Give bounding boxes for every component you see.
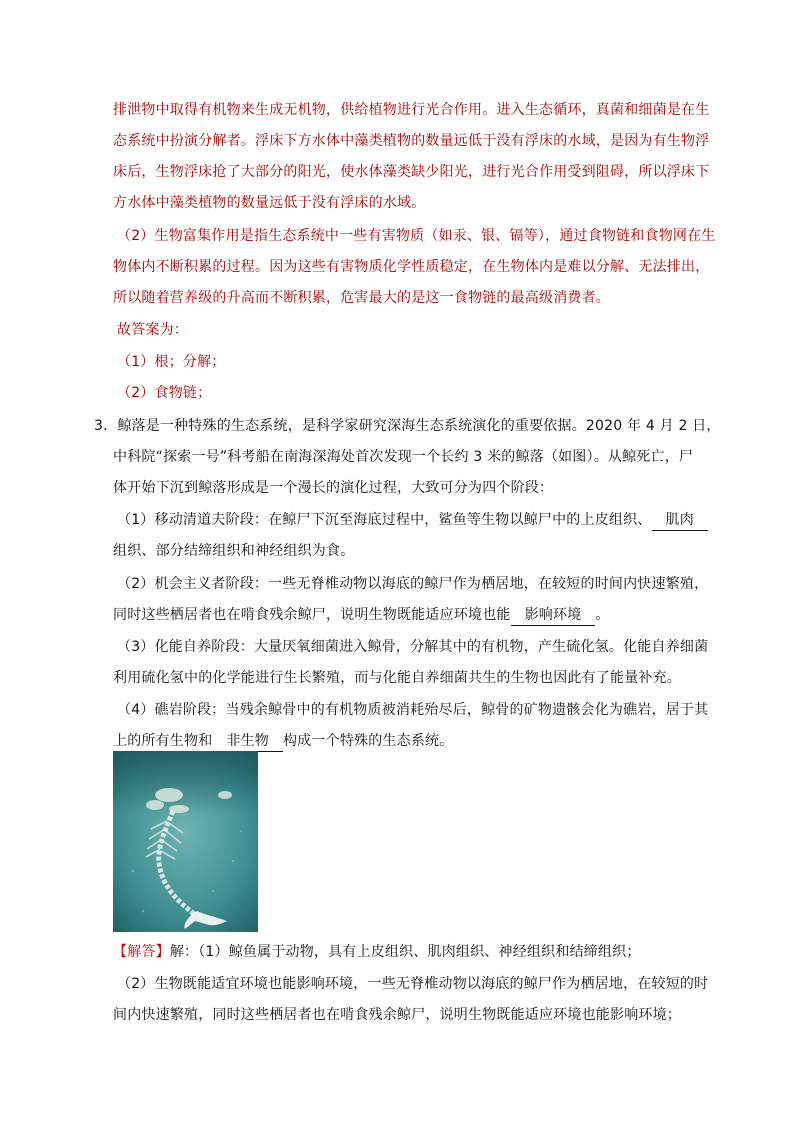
stage-2-end: 。 bbox=[595, 607, 610, 623]
analysis-line-2: 态系统中扮演分解者。浮床下方水体中藻类植物的数量远低于没有浮床的水域，是因为有生物浮 bbox=[113, 133, 710, 149]
answer-1: （1）根；分解； bbox=[117, 354, 226, 370]
question-3 bbox=[94, 416, 721, 436]
analysis-part2-line-1: （2）生物富集作用是指生态系统中一些有害物质（如汞、银、镉等），通过食物链和食物网在生 bbox=[117, 228, 716, 244]
whale-fall-skeleton-photo bbox=[113, 751, 258, 932]
stage-4-text: 上的所有生物和 bbox=[113, 733, 213, 749]
stage-2-blank: 影响环境 bbox=[511, 605, 596, 626]
stage-3-line-2: 利用硫化氢中的化学能进行生长繁殖，而与化能自养细菌共生的生物也因此有了能量补充。 bbox=[113, 670, 681, 686]
stage-2-line-2 bbox=[113, 605, 610, 626]
solution-line-3: 间内快速繁殖，同时这些栖居者也在啃食残余鲸尸，说明生物既能适应环境也能影响环境； bbox=[113, 1007, 681, 1023]
analysis-line-3: 床后，生物浮床抢了大部分的阳光，使水体藻类缺少阳光，进行光合作用受到阻碍，所以浮床下 bbox=[113, 164, 710, 180]
answer-title: 故答案为： bbox=[117, 322, 188, 338]
stage-4-line-1: （4）礁岩阶段：当残余鲸骨中的有机物质被消耗殆尽后，鲸骨的矿物遗骸会化为礁岩，居于其 bbox=[117, 702, 709, 718]
solution-line-1 bbox=[113, 942, 641, 962]
solution-text-1: 解：（1）鲸鱼属于动物，具有上皮组织、肌肉组织、神经组织和结缔组织； bbox=[169, 944, 641, 960]
stage-3-line-1: （3）化能自养阶段：大量厌氧细菌进入鲸骨，分解其中的有机物，产生硫化氢。化能自养细菌 bbox=[117, 639, 709, 655]
stage-4-blank: 非生物 bbox=[212, 731, 283, 752]
analysis-part2-line-2: 物体内不断积累的过程。因为这些有害物质化学性质稳定，在生物体内是难以分解、无法排出， bbox=[113, 259, 710, 275]
stage-1-line-1 bbox=[117, 510, 708, 531]
analysis-part2-line-3: 所以随着营养级的升高而不断积累，危害最大的是这一食物链的最高级消费者。 bbox=[113, 290, 610, 306]
question-intro-line-3: 体开始下沉到鲸落形成是一个漫长的演化过程，大致可分为四个阶段： bbox=[113, 480, 554, 496]
solution-tag: 【解答】 bbox=[113, 944, 170, 960]
stage-1-text: （1）移动清道夫阶段：在鲸尸下沉至海底过程中，鲨鱼等生物以鲸尸中的上皮组织、 bbox=[117, 512, 652, 528]
stage-2-line-1: （2）机会主义者阶段：一些无脊椎动物以海底的鲸尸作为栖居地，在较短的时间内快速繁殖， bbox=[117, 576, 709, 592]
question-intro-line-1: 鲸落是一种特殊的生态系统，是科学家研究深海生态系统演化的重要依据。2020 年 4 月 2 日， bbox=[117, 418, 721, 434]
stage-1-blank: 肌肉 bbox=[652, 510, 708, 531]
stage-4-end: 构成一个特殊的生态系统。 bbox=[283, 733, 454, 749]
analysis-line-1: 排泄物中取得有机物来生成无机物，供给植物进行光合作用。进入生态循环，真菌和细菌是在生 bbox=[113, 102, 710, 118]
analysis-line-4: 方水体中藻类植物的数量远低于没有浮床的水域。 bbox=[113, 195, 426, 211]
question-intro-line-2: 中科院“探索一号”科考船在南海深海处首次发现一个长约 3 米的鲸落（如图）。从鲸死亡，尸 bbox=[113, 449, 694, 465]
stage-1-line-2: 组织、部分结缔组织和神经组织为食。 bbox=[113, 543, 355, 559]
solution-line-2: （2）生物既能适宜环境也能影响环境，一些无脊椎动物以海底的鲸尸作为栖居地，在较短的时 bbox=[117, 976, 709, 992]
answer-2: （2）食物链； bbox=[117, 385, 212, 401]
question-number: 3． bbox=[94, 418, 118, 434]
stage-4-line-2 bbox=[113, 731, 453, 752]
stage-2-text: 同时这些栖居者也在啃食残余鲸尸，说明生物既能适应环境也能 bbox=[113, 607, 511, 623]
